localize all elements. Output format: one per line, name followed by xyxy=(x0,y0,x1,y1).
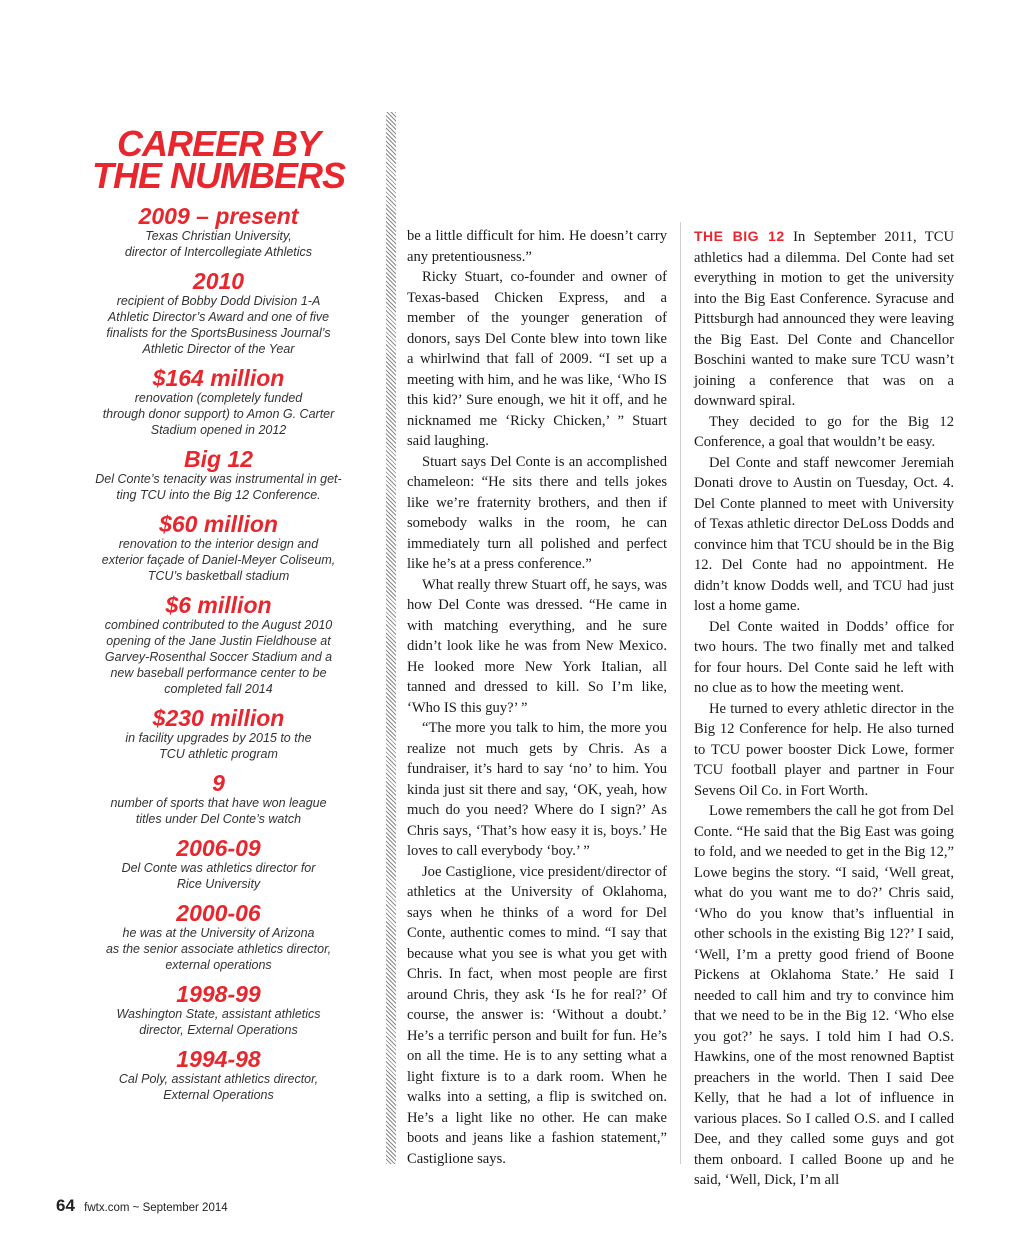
stat-desc: combined contributed to the August 2010 opening of the Jane Justin Fieldhouse at Garvey-Rosenthal Soccer Stadium and a new baseball performance center to be completed fall 2014 xyxy=(104,618,333,696)
body-paragraph: Lowe remembers the call he got from Del Conte. “He said that the Big East was going to fold, and we needed to get in the Big 12,” Lowe begins the story. “I said, ‘Well great, what do you want me to do?’ Chris said, ‘Who do you know that’s influential in other schools in the existing Big 12?’ I said, ‘Well, I’m a pretty good friend of Boone Pickens at Oklahoma State.’ He said I needed to call him and try to convince him that we need to be in the Big 12. ‘Who else you got?’ he says. I told him I had O.S. Hawkins, one of the most renowned Baptist preachers in the world. Then I said Dee Kelly, that he had a lot of influence in various places. So I called O.S. and I called Dee, and they called some guys and got them onboard. I called Boone up and he said, ‘Well, Dick, I’m all xyxy=(694,803,954,1188)
column-rule xyxy=(680,222,681,1164)
stat-desc: recipient of Bobby Dodd Division 1-A Athletic Director’s Award and one of five finalists for the SportsBusiness Journal’s Athletic Director of the Year xyxy=(106,294,331,356)
stat-item xyxy=(86,593,351,697)
stat-item xyxy=(86,204,351,260)
sidebar-title-line1: CAREER BY xyxy=(116,123,321,164)
body-paragraph: Ricky Stuart, co-founder and owner of Texas-based Chicken Express, and a member of the younger generation of donors, says Del Conte blew into town like a whirlwind that fall of 2009. “I set up a meeting with him, and he was like, ‘Who IS this kid?’ Sure enough, we hit it off, and he nicknamed me ‘Ricky Chicken,’ ” Stuart said laughing. xyxy=(407,269,667,449)
stat-desc: renovation (completely funded through donor support) to Amon G. Carter Stadium opened in 2012 xyxy=(102,391,335,437)
sidebar-title-line2: THE NUMBERS xyxy=(91,155,345,196)
stat-item xyxy=(86,366,351,438)
article-column-right xyxy=(694,226,954,1191)
lead-text: In September 2011, TCU athletics had a dilemma. Del Conte had set everything in motion to get the university into the Big East Conference. Syracuse and Pittsburgh had announced they were leaving the Big East. Del Conte and Chancellor Boschini wanted to make sure TCU wasn’t joining a conference that was on a downward spiral. xyxy=(694,229,954,409)
stat-head: 2009 – present xyxy=(138,203,299,229)
stat-item xyxy=(86,901,351,973)
stat-head: $230 million xyxy=(152,705,285,731)
stat-desc: Cal Poly, assistant athletics director, External Operations xyxy=(118,1072,319,1102)
stat-desc: renovation to the interior design and exterior façade of Daniel-Meyer Coliseum, TCU’s basketball stadium xyxy=(101,537,336,583)
page-footer xyxy=(56,1196,228,1216)
stat-head: 2010 xyxy=(192,268,245,294)
stat-desc: Del Conte’s tenacity was instrumental in get- ting TCU into the Big 12 Conference. xyxy=(95,472,342,502)
footer-text: fwtx.com ~ September 2014 xyxy=(84,1202,228,1214)
stat-head: $164 million xyxy=(152,365,285,391)
stat-head: 9 xyxy=(212,770,225,796)
stat-desc: Washington State, assistant athletics director, External Operations xyxy=(116,1007,321,1037)
body-paragraph: What really threw Stuart off, he says, was how Del Conte was dressed. “He came in with matching everything, and he sure didn’t look like he was from New Mexico. He looked more New York Italian, all tanned and dressed to kill. So I’m like, ‘Who IS this guy?’ ” xyxy=(407,576,667,716)
stat-head: 1998-99 xyxy=(176,981,261,1007)
stat-item xyxy=(86,771,351,827)
stat-head: 2006-09 xyxy=(176,835,261,861)
hatched-divider xyxy=(386,112,396,1164)
stat-desc: number of sports that have won league titles under Del Conte’s watch xyxy=(110,796,327,826)
article-column-left xyxy=(407,226,667,1169)
sidebar-title xyxy=(86,123,351,196)
stat-desc: Texas Christian University, director of Intercollegiate Athletics xyxy=(124,229,313,259)
stat-item xyxy=(86,836,351,892)
stat-head: $6 million xyxy=(165,592,272,618)
body-paragraph: Joe Castiglione, vice president/director of athletics at the University of Oklahoma, says when he thinks of a word for Del Conte, authentic comes to mind. “I say that because what you see is what you get with Chris. In fact, when most people are first around Chris, they ask ‘Is he for real?’ Of course, the answer is: ‘Without a doubt.’ He’s a terrific person and built for fun. He’s on all the time. He is to any setting what a light fixture is to a dark room. When he walks into a setting, a flip is switched on. He’s a light like no other. He can make boots and jeans like a fashion statement,” Castiglione says. xyxy=(407,863,667,1167)
stat-desc: he was at the University of Arizona as the senior associate athletics director, external operations xyxy=(105,926,332,972)
stat-item xyxy=(86,706,351,762)
stat-item xyxy=(86,512,351,584)
stat-item xyxy=(86,1047,351,1103)
stat-item xyxy=(86,982,351,1038)
body-paragraph: Del Conte and staff newcomer Jeremiah Donati drove to Austin on Tuesday, Oct. 4. Del Conte planned to meet with University of Texas athletic director DeLoss Dodds and convince him that TCU should be in the Big 12. Del Conte had no appointment. He didn’t know Dodds well, and TCU had just lost a home game. xyxy=(694,454,954,614)
body-paragraph: “The more you talk to him, the more you realize not much gets by Chris. As a fundraiser, it’s hard to say ‘no’ to him. You kinda just sit there and say, ‘OK, yeah, how much do you need? Where do I sign?’ As Chris says, ‘That’s how easy it is, boys.’ He loves to call everybody ‘boy.’ ” xyxy=(407,720,667,859)
stat-desc: Del Conte was athletics director for Rice University xyxy=(121,861,316,891)
stat-desc: in facility upgrades by 2015 to the TCU athletic program xyxy=(125,731,312,761)
career-sidebar xyxy=(86,123,351,1112)
stat-head: Big 12 xyxy=(183,446,254,472)
body-paragraph: He turned to every athletic director in the Big 12 Conference for help. He also turned to TCU power booster Dick Lowe, former TCU football player and partner in Four Sevens Oil Co. in Fort Worth. xyxy=(694,700,954,799)
section-kicker: THE BIG 12 xyxy=(694,228,785,244)
stat-item xyxy=(86,447,351,503)
stat-head: 1994-98 xyxy=(176,1046,261,1072)
stat-head: 2000-06 xyxy=(176,900,261,926)
body-paragraph: Stuart says Del Conte is an accomplished chameleon: “He sits there and tells jokes like we’re fraternity brothers, and then if somebody walks in the room, he can immediately turn all polished and perfect like he’s at a press conference.” xyxy=(407,453,667,572)
section-lead-paragraph xyxy=(694,226,954,412)
body-paragraph: Del Conte waited in Dodds’ office for two hours. The two finally met and talked for four hours. Del Conte said he left with no clue as to how the meeting went. xyxy=(694,618,954,696)
stat-item xyxy=(86,269,351,357)
body-paragraph: They decided to go for the Big 12 Conference, a goal that wouldn’t be easy. xyxy=(694,413,954,450)
body-paragraph: be a little difficult for him. He doesn’t carry any pretentiousness.” xyxy=(407,228,667,265)
stat-head: $60 million xyxy=(159,511,278,537)
page-number: 64 xyxy=(56,1196,75,1215)
